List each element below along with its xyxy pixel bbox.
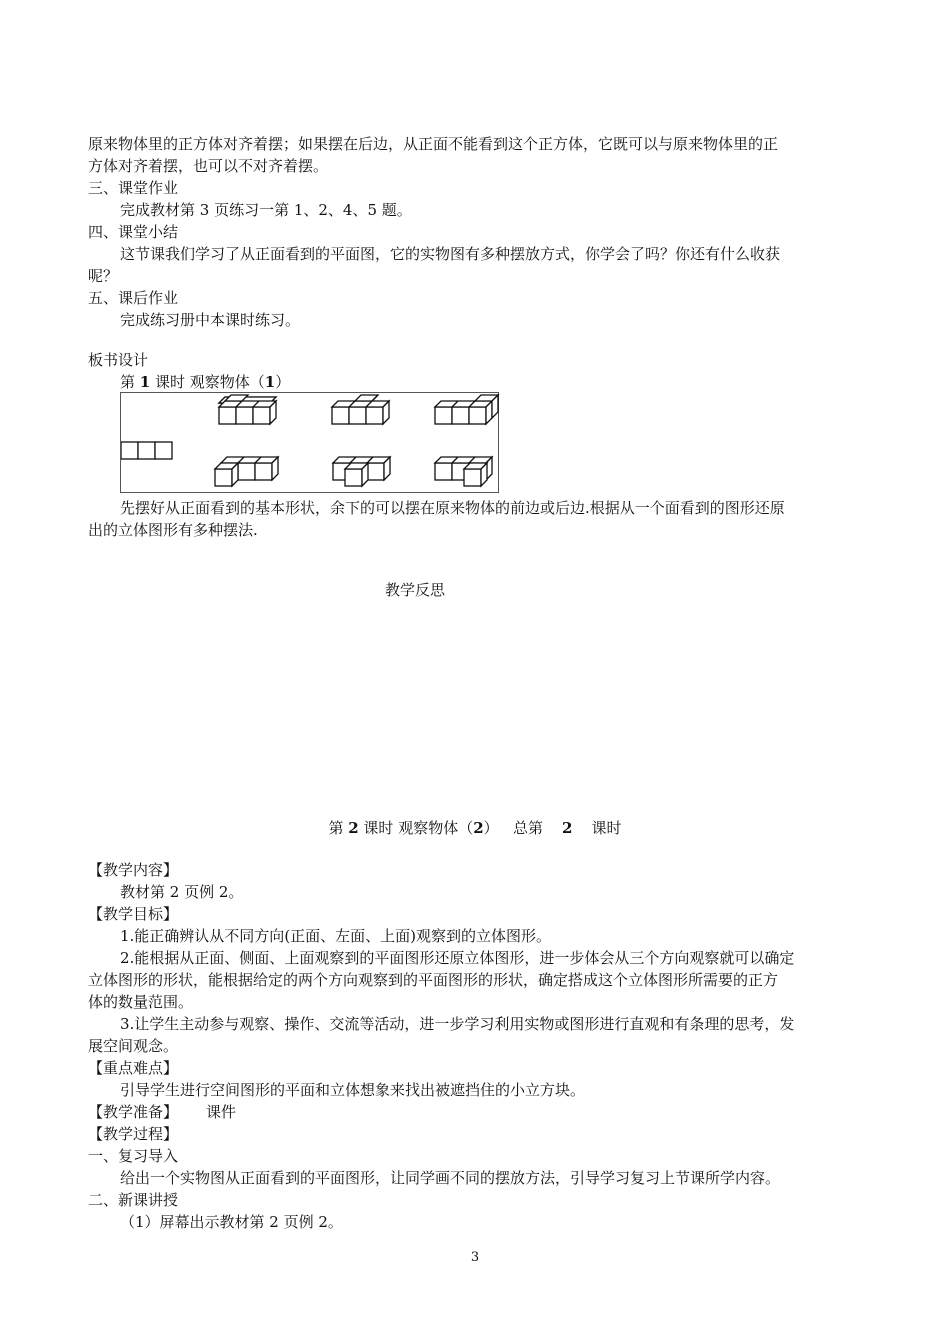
paragraph-line: 1.能正确辨认从不同方向(正面、左面、上面)观察到的立体图形。 — [120, 927, 552, 945]
front-view-squares — [121, 442, 172, 459]
paragraph-line: 给出一个实物图从正面看到的平面图形，让同学画不同的摆放方法，引导学习复习上节课所学内容。 — [120, 1169, 781, 1187]
cube-arrangements-diagram — [121, 393, 500, 494]
cube-arrangement-bottom-2 — [333, 457, 390, 486]
paragraph-line: 方体对齐着摆，也可以不对齐着摆。 — [88, 157, 329, 175]
paragraph-line: 完成教材第 3 页练习一第 1、2、4、5 题。 — [120, 201, 412, 219]
section-heading: 一、复习导入 — [88, 1147, 179, 1165]
paragraph-line: 先摆好从正面看到的基本形状，余下的可以摆在原来物体的前边或后边.根据从一个面看到的图形还原 — [120, 499, 785, 517]
section-label: 【教学目标】 — [88, 905, 179, 923]
paragraph-line: 出的立体图形有多种摆法. — [88, 521, 258, 539]
paragraph-line: （1）屏幕出示教材第 2 页例 2。 — [120, 1213, 343, 1231]
cube-arrangement-bottom-1 — [215, 457, 278, 486]
paragraph-line: 体的数量范围。 — [88, 993, 194, 1011]
paragraph-line: 立体图形的形状，能根据给定的两个方向观察到的平面图形的形状，确定搭成这个立体图形所需要的正方 — [88, 971, 779, 989]
section-heading: 五、课后作业 — [88, 289, 179, 307]
reflection-title: 教学反思 — [385, 581, 446, 599]
paragraph-line: 引导学生进行空间图形的平面和立体想象来找出被遮挡住的小立方块。 — [120, 1081, 586, 1099]
board-design-figure — [120, 392, 499, 493]
paragraph-line: 2.能根据从正面、侧面、上面观察到的平面图形还原立体图形，进一步体会从三个方向观察就可以确定 — [120, 949, 795, 967]
section-label: 【重点难点】 — [88, 1059, 179, 1077]
section-heading: 二、新课讲授 — [88, 1191, 179, 1209]
paragraph-line: 完成练习册中本课时练习。 — [120, 311, 301, 329]
section-label-inline: 【教学准备】 课件 — [88, 1103, 237, 1121]
cube-arrangement-top-3 — [435, 395, 498, 424]
cube-arrangement-top-1 — [219, 395, 276, 424]
paragraph-line: 这节课我们学习了从正面看到的平面图，它的实物图有多种摆放方式，你学会了吗？你还有什么收获 — [120, 245, 781, 263]
board-design-title: 第 1 课时 观察物体（1） — [120, 373, 291, 391]
cube-arrangement-bottom-3 — [435, 457, 492, 486]
lesson-header: 第 2 课时 观察物体（2） 总第 2 课时 — [328, 819, 622, 837]
board-design-heading: 板书设计 — [88, 351, 149, 369]
paragraph-line: 原来物体里的正方体对齐着摆；如果摆在后边，从正面不能看到这个正方体，它既可以与原来物体里的正 — [88, 135, 779, 153]
section-heading: 四、课堂小结 — [88, 223, 179, 241]
paragraph-line: 展空间观念。 — [88, 1037, 179, 1055]
paragraph-line: 教材第 2 页例 2。 — [120, 883, 244, 901]
section-heading: 三、课堂作业 — [88, 179, 179, 197]
cube-arrangement-top-2 — [332, 395, 389, 424]
page-number: 3 — [470, 1250, 480, 1265]
section-label: 【教学内容】 — [88, 861, 179, 879]
paragraph-line: 3.让学生主动参与观察、操作、交流等活动，进一步学习利用实物或图形进行直观和有条理的思考，发 — [120, 1015, 795, 1033]
paragraph-line: 呢？ — [88, 267, 119, 285]
section-label: 【教学过程】 — [88, 1125, 179, 1143]
